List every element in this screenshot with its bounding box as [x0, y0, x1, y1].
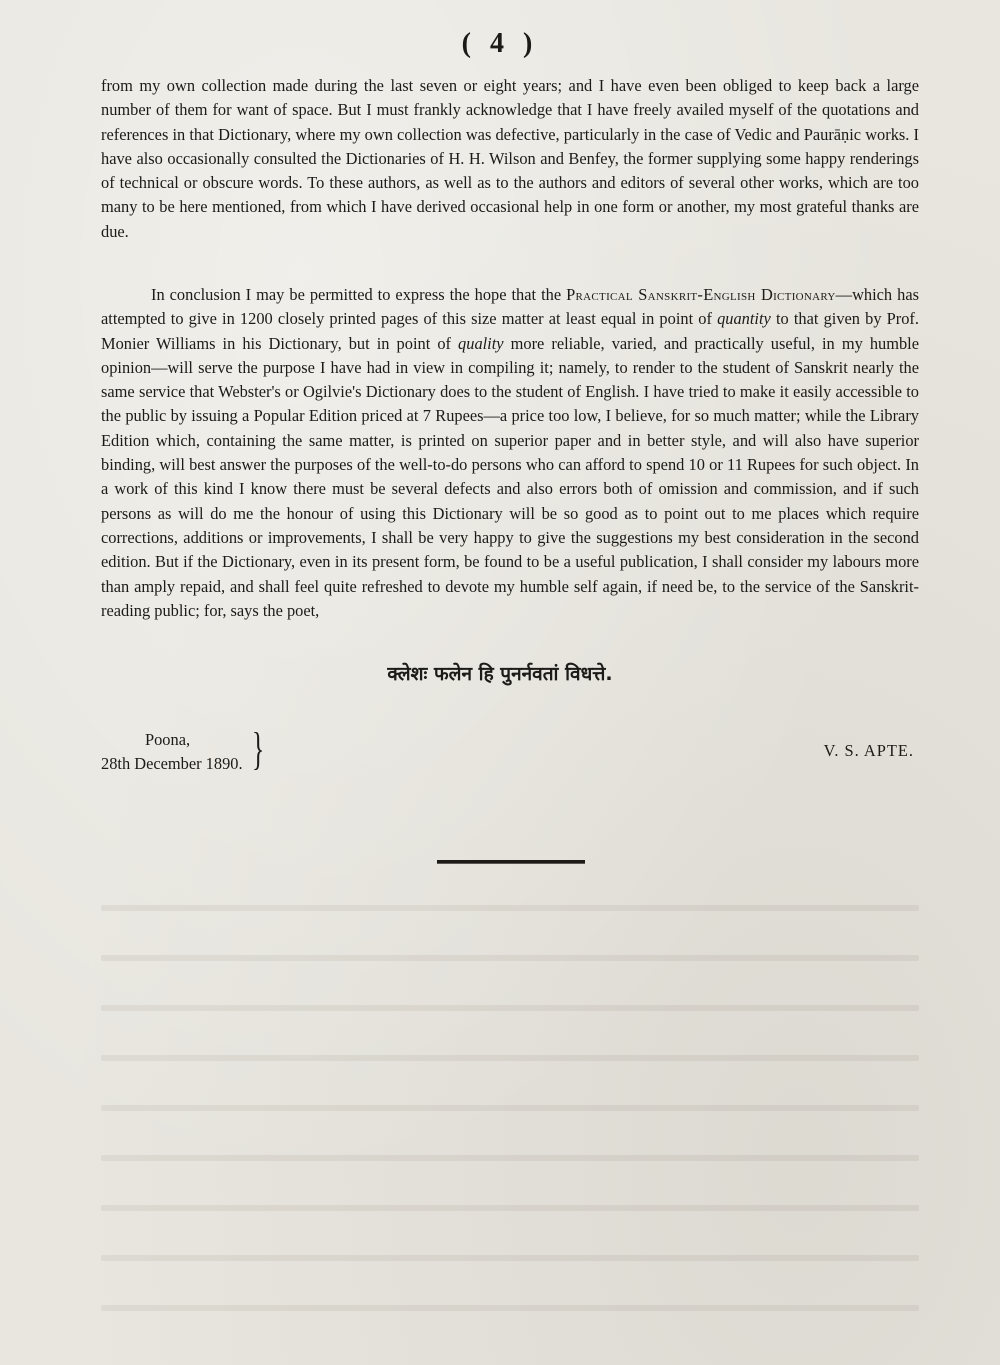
- bleed-through-line: [101, 955, 919, 961]
- author-signature: V. S. APTE.: [823, 741, 914, 760]
- word-quality: quality: [458, 333, 504, 353]
- conclusion-rest: more reliable, varied, and practically useful, in my humble opinion—will serve the purpose I have had in view in compiling it; namely, to render to the student of Sanskrit nearly the same service that Webster's or Ogilvie's Dictionary does to the student of English. I have tried to make it easily accessible to the public by issuing a Popular Edition priced at 7 Rupees—a price too low, I believe, for so much matter; while the Library Edition which, containing the same matter, is printed on superior paper and in better style, and will also have superior binding, will best answer the purposes of the well-to-do persons who can afford to spend 10 or 11 Rupees for such object. In a work of this kind I know there must be several defects and also errors both of omission and commission, and if such persons as will do me the honour of using this Dictionary will be so good as to point out to me places which require corrections, additions or improvements, I shall be very happy to give the suggestions my best consideration in the second edition. But if the Dictionary, even in its present form, be found to be a useful publication, I shall consider my labours more than amply repaid, and shall feel quite refreshed to devote my humble self again, if need be, to the service of the Sanskrit-reading public; for, says the poet,: [101, 333, 919, 620]
- date-text: 28th December 1890.: [101, 754, 243, 773]
- bleed-through-line: [101, 1155, 919, 1161]
- word-quantity: quantity: [717, 309, 771, 329]
- bleed-through-line: [101, 1105, 919, 1111]
- bleed-through-line: [101, 1205, 919, 1211]
- place-and-date: [101, 728, 243, 776]
- end-rule: [437, 860, 585, 864]
- sanskrit-verse: क्लेशः फलेन हि पुनर्नवतां विधत्ते.: [387, 663, 613, 685]
- paragraph-acknowledgements: from my own collection made during the last seven or eight years; and I have even been obliged to keep back a large number of them for want of space. But I must frankly acknowledge that I have freely availed myself of the quotations and references in that Dictionary, where my own collection was defective, particularly in the case of Vedic and Paurāṇic works. I have also occasionally consulted the Dictionaries of H. H. Wilson and Benfey, the former supplying some happy renderings of technical or obscure words. To these authors, as well as to the authors and editors of several other works, which are too many to be here mentioned, from which I have derived occasional help in one form or another, my most grateful thanks are due.: [101, 76, 919, 241]
- conclusion-after-title: —which has attempted to give in 1200 closely printed pages of this size matter at least equal in point of: [101, 285, 919, 329]
- page-number: ( 4 ): [461, 28, 539, 59]
- conclusion-middle: to that given by Prof. Monier Williams in his Dictionary, but in point of: [101, 309, 919, 353]
- closing-brace: }: [252, 723, 265, 774]
- bleed-through-line: [101, 1005, 919, 1011]
- bleed-through-line: [101, 1305, 919, 1311]
- bleed-through-line: [101, 905, 919, 911]
- bleed-through-line: [101, 1255, 919, 1261]
- dictionary-title: Practical Sanskrit-English Dictionary: [566, 285, 836, 304]
- conclusion-lead: In conclusion I may be permitted to express the hope that the: [151, 285, 567, 304]
- paragraph-conclusion: [101, 283, 919, 623]
- place-text: Poona,: [145, 730, 191, 749]
- bleed-through-line: [101, 1055, 919, 1061]
